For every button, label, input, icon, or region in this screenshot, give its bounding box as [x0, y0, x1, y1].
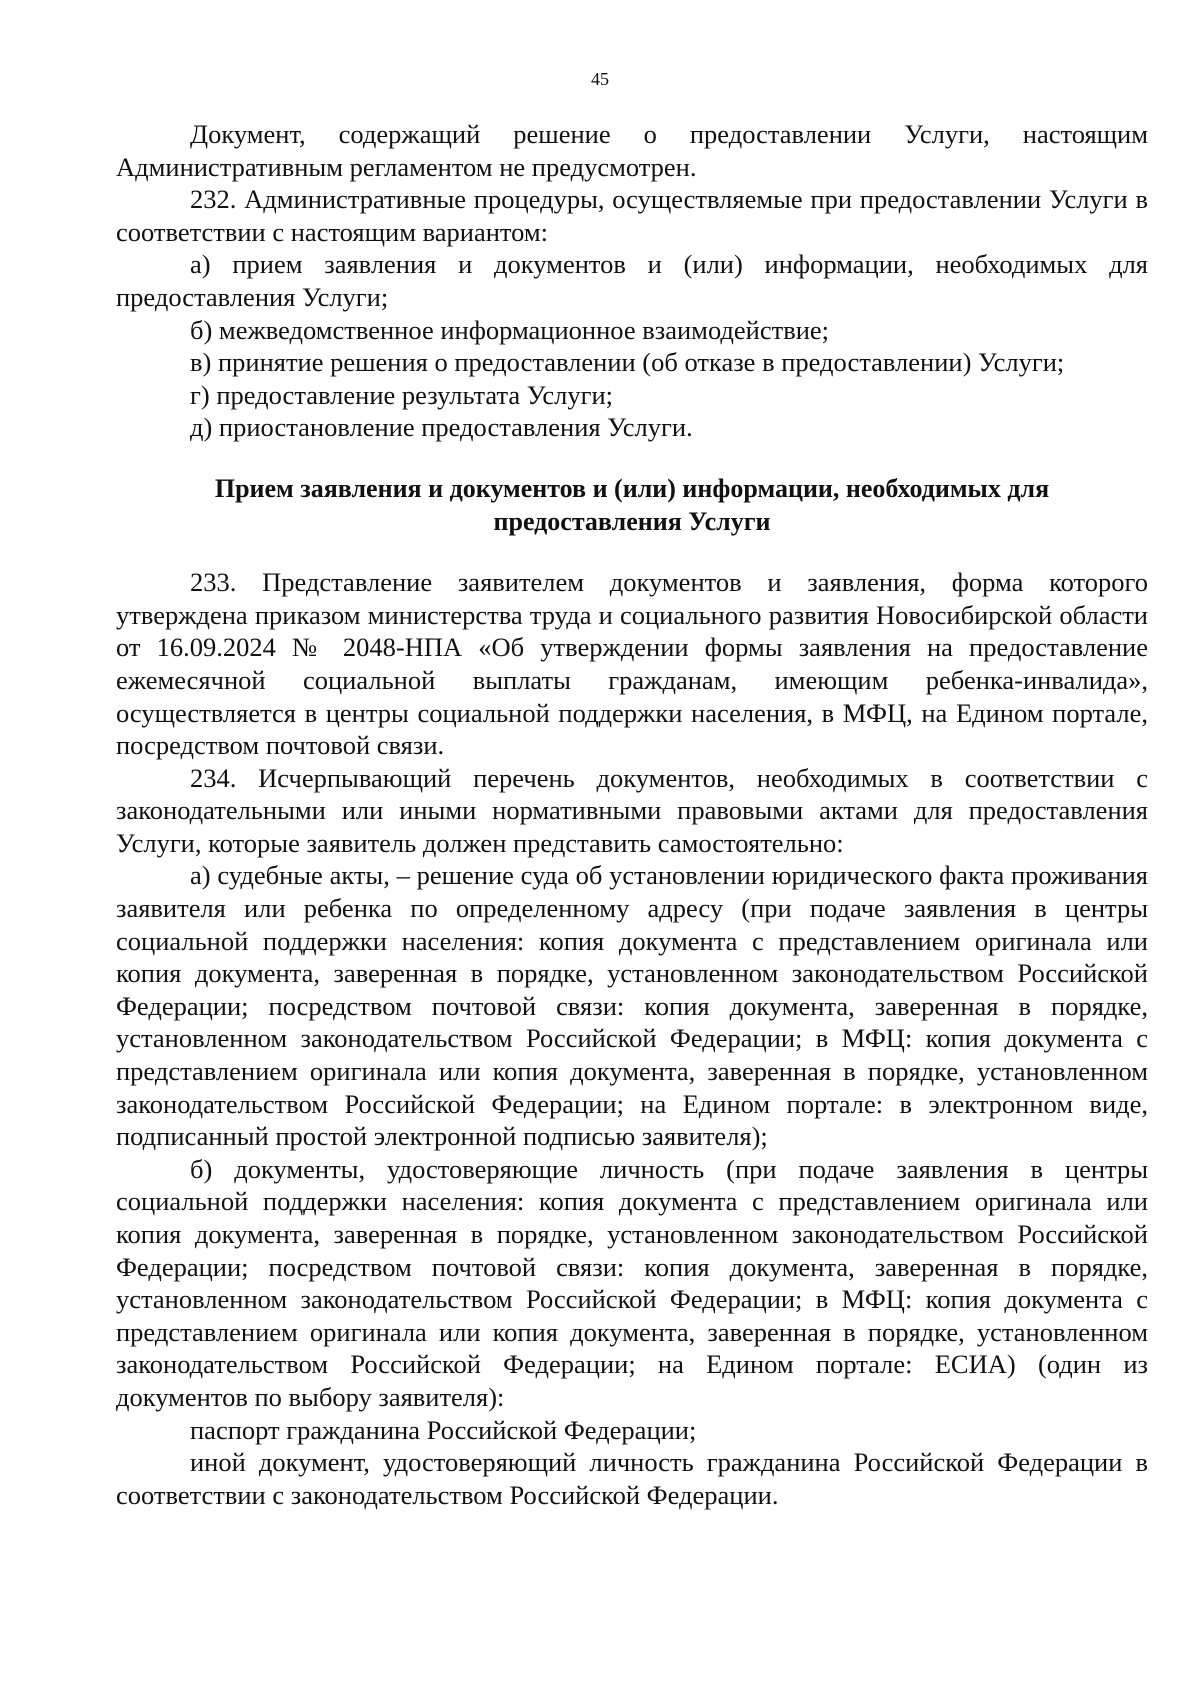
list-item-g-result: г) предоставление результата Услуги; [190, 379, 614, 410]
list-item-b-identity-documents: б) документы, удостоверяющие личность (при подаче заявления в центры социальной поддержки населения: копия документа с представлением оригинала или копия документа, заверенная в порядке, установленном законодательством Российской Федерации; посредством почтовой связи: копия документа, заверенная в порядке, установленном законодательством Российской Федерации; в МФЦ: копия документа с представлением оригинала или копия документа, заверенная в порядке, установленном законодательством Российской Федерации; на Едином портале: ЕСИА) (один из документов по выбору заявителя): [116, 1153, 1148, 1412]
page-number: 45 [591, 69, 609, 89]
page-content [116, 118, 1148, 1511]
list-item-v-decision: в) принятие решения о предоставлении (об отказе в предоставлении) Услуги; [190, 347, 1065, 378]
section-heading-line-1: Прием заявления и документов и (или) информации, необходимых для [214, 473, 1050, 503]
list-item-a-court-acts: а) судебные акты, – решение суда об установлении юридического факта проживания заявителя или ребенка по определенному адресу (при подаче заявления в центры социальной поддержки населения: копия документа с представлением оригинала или копия документа, заверенная в порядке, установленном законодательством Российской Федерации; посредством почтовой связи: копия документа, заверенная в порядке, установленном законодательством Российской Федерации; в МФЦ: копия документа с представлением оригинала или копия документа, заверенная в порядке, установленном законодательством Российской Федерации; на Едином портале: в электронном виде, подписанный простой электронной подписью заявителя); [116, 860, 1148, 1152]
section-heading [116, 473, 1148, 538]
list-item-other-identity-document: иной документ, удостоверяющий личность гражданина Российской Федерации в соответствии с законодательством Российской Федерации. [116, 1447, 1148, 1510]
paragraph-232: 232. Административные процедуры, осуществляемые при предоставлении Услуги в соответствии с настоящим вариантом: [116, 184, 1148, 247]
list-item-passport: паспорт гражданина Российской Федерации; [190, 1414, 697, 1445]
section-heading-line-2: предоставления Услуги [493, 506, 771, 536]
paragraph-intro-note: Документ, содержащий решение о предоставлении Услуги, настоящим Административным регламентом не предусмотрен. [116, 119, 1148, 182]
paragraph-233: 233. Представление заявителем документов и заявления, форма которого утверждена приказом министерства труда и социального развития Новосибирской области от 16.09.2024 № 2048-НПА «Об утверждении формы заявления на предоставление ежемесячной социальной выплаты гражданам, имеющим ребенка-инвалида», осуществляется в центры социальной поддержки населения, в МФЦ, на Едином портале, посредством почтовой связи. [116, 567, 1148, 761]
paragraph-234: 234. Исчерпывающий перечень документов, необходимых в соответствии с законодательными или иными нормативными правовыми актами для предоставления Услуги, которые заявитель должен представить самостоятельно: [116, 762, 1148, 858]
list-item-a-reception: а) прием заявления и документов и (или) информации, необходимых для предоставления Услуги; [116, 249, 1148, 312]
list-item-d-suspension: д) приостановление предоставления Услуги. [190, 412, 693, 443]
list-item-b-interaction: б) межведомственное информационное взаимодействие; [190, 314, 830, 345]
